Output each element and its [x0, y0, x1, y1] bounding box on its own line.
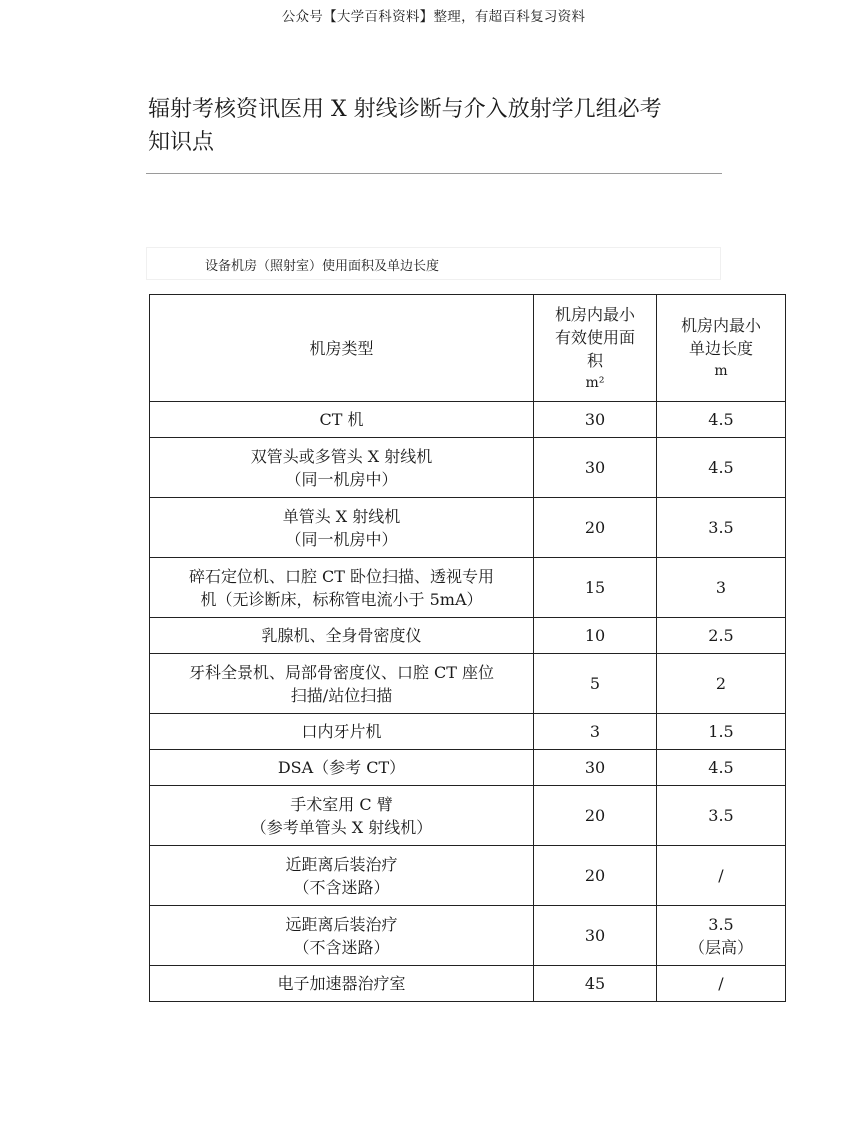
table-row — [150, 714, 786, 750]
cell-room-type — [150, 750, 534, 786]
cell-min-side — [657, 966, 786, 1002]
cell-min-side — [657, 498, 786, 558]
cell-min-area: 30 — [534, 438, 657, 498]
table-row — [150, 750, 786, 786]
table-row — [150, 498, 786, 558]
title-line-2: 知识点 — [148, 130, 215, 155]
cell-room-type — [150, 786, 534, 846]
room-type-line: 碎石定位机、口腔 CT 卧位扫描、透视专用 — [188, 566, 495, 586]
title-divider — [146, 173, 722, 174]
min-side-line: 4.5 — [708, 758, 734, 777]
table-row — [150, 906, 786, 966]
cell-min-side — [657, 750, 786, 786]
cell-room-type — [150, 654, 534, 714]
cell-room-type — [150, 402, 534, 438]
min-side-line: 2 — [715, 674, 727, 693]
room-type-line: （同一机房中） — [285, 469, 398, 489]
cell-room-type — [150, 714, 534, 750]
table-row — [150, 846, 786, 906]
cell-min-area: 20 — [534, 846, 657, 906]
cell-min-area: 20 — [534, 498, 657, 558]
min-side-line: 4.5 — [708, 410, 734, 429]
header-min-area-line: 有效使用面 — [554, 327, 635, 347]
cell-min-area: 30 — [534, 402, 657, 438]
cell-min-area: 30 — [534, 906, 657, 966]
cell-room-type — [150, 498, 534, 558]
room-spec-table — [149, 294, 786, 1002]
header-min-side-line: 单边长度 — [688, 339, 753, 358]
cell-min-area: 3 — [534, 714, 657, 750]
cell-min-side — [657, 906, 786, 966]
room-type-line: （同一机房中） — [285, 529, 398, 549]
cell-min-area: 45 — [534, 966, 657, 1002]
room-type-line: 乳腺机、全身骨密度仪 — [261, 626, 422, 645]
header-room-type: 机房类型 — [150, 295, 534, 402]
table-row — [150, 786, 786, 846]
room-type-line: 手术室用 C 臂 — [290, 794, 393, 814]
cell-room-type — [150, 438, 534, 498]
min-side-line: 3.5 — [708, 914, 734, 934]
header-note: 公众号【大学百科资料】整理，有超百科复习资料 — [281, 9, 586, 25]
room-type-line: CT 机 — [319, 410, 364, 429]
room-type-line: 口内牙片机 — [301, 722, 382, 741]
header-min-area-line: 机房内最小 — [554, 304, 635, 324]
header-min-side-line: 机房内最小 — [680, 316, 761, 335]
room-type-line: 单管头 X 射线机 — [282, 506, 401, 526]
cell-min-side — [657, 438, 786, 498]
room-type-line: （不含迷路） — [293, 937, 390, 957]
min-side-line: 3.5 — [708, 806, 734, 825]
header-min-side — [657, 295, 786, 402]
min-side-line: / — [718, 866, 724, 885]
min-side-line: 2.5 — [708, 626, 734, 645]
header-min-area-unit: m² — [585, 374, 605, 391]
cell-room-type — [150, 558, 534, 618]
table-row — [150, 966, 786, 1002]
cell-min-area: 10 — [534, 618, 657, 654]
cell-min-side — [657, 654, 786, 714]
min-side-line: 1.5 — [708, 722, 734, 741]
room-type-line: DSA（参考 CT） — [277, 758, 406, 777]
cell-min-area: 30 — [534, 750, 657, 786]
cell-min-side — [657, 402, 786, 438]
cell-room-type — [150, 846, 534, 906]
min-side-line: 3 — [715, 578, 727, 597]
cell-min-side — [657, 714, 786, 750]
table-row — [150, 558, 786, 618]
room-type-line: 电子加速器治疗室 — [277, 974, 406, 993]
cell-room-type — [150, 906, 534, 966]
room-type-line: 双管头或多管头 X 射线机 — [250, 446, 433, 466]
min-side-line: 4.5 — [708, 458, 734, 477]
room-type-line: （不含迷路） — [293, 877, 390, 897]
min-side-line: 3.5 — [708, 518, 734, 537]
cell-min-side — [657, 846, 786, 906]
table-body — [150, 402, 786, 1002]
table-row — [150, 654, 786, 714]
cell-room-type — [150, 618, 534, 654]
min-side-line: （层高） — [688, 937, 753, 957]
room-type-line: 近距离后装治疗 — [285, 854, 398, 874]
table-row — [150, 618, 786, 654]
table-header-row — [150, 295, 786, 402]
title-line-1: 辐射考核资讯医用 X 射线诊断与介入放射学几组必考 — [148, 97, 662, 122]
min-side-line: / — [718, 974, 724, 993]
room-type-line: 牙科全景机、局部骨密度仪、口腔 CT 座位 — [188, 662, 495, 682]
table-row — [150, 402, 786, 438]
cell-min-area: 15 — [534, 558, 657, 618]
header-min-area-line: 积 — [586, 350, 603, 370]
cell-min-area: 5 — [534, 654, 657, 714]
cell-min-side — [657, 558, 786, 618]
table-caption-box — [146, 247, 721, 280]
cell-min-side — [657, 618, 786, 654]
cell-min-side — [657, 786, 786, 846]
cell-room-type — [150, 966, 534, 1002]
header-min-area — [534, 295, 657, 402]
table-caption: 设备机房（照射室）使用面积及单边长度 — [205, 259, 440, 274]
table-row — [150, 438, 786, 498]
room-type-line: 机（无诊断床，标称管电流小于 5mA） — [200, 589, 483, 609]
document-title — [148, 93, 718, 159]
room-type-line: 扫描/站位扫描 — [290, 685, 393, 705]
room-type-line: 远距离后装治疗 — [285, 914, 398, 934]
room-type-line: （参考单管头 X 射线机） — [250, 817, 433, 837]
header-min-side-unit: m — [714, 363, 728, 379]
cell-min-area: 20 — [534, 786, 657, 846]
